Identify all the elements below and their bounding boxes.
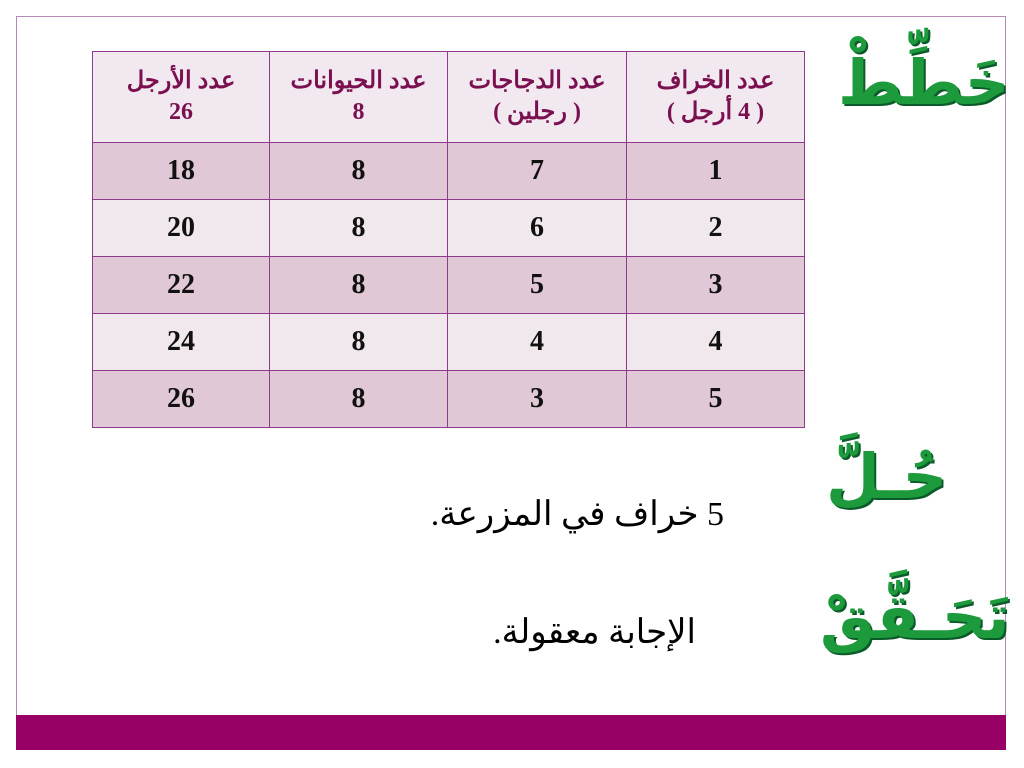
table-cell: 5	[448, 257, 627, 314]
table-cell: 22	[93, 257, 270, 314]
table-cell: 1	[627, 143, 805, 200]
verification-text: الإجابة معقولة.	[493, 614, 696, 651]
solution-text: 5 خراف في المزرعة.	[430, 496, 724, 533]
table-cell: 2	[627, 200, 805, 257]
table-cell: 20	[93, 200, 270, 257]
table-cell: 8	[270, 257, 448, 314]
header-sublabel: ( رجلين )	[493, 99, 581, 125]
table-cell: 7	[448, 143, 627, 200]
header-sublabel: 8	[352, 99, 365, 125]
table-cell: 26	[93, 371, 270, 428]
header-sublabel: 26	[169, 99, 193, 125]
table-row	[93, 257, 805, 314]
table-header-row	[93, 52, 805, 143]
table-cell: 8	[270, 143, 448, 200]
header-label: عدد الأرجل	[126, 67, 236, 94]
table-cell: 4	[448, 314, 627, 371]
solve-logo: حُـلَّ	[826, 440, 948, 513]
table-cell: 5	[627, 371, 805, 428]
header-label: عدد الخراف	[656, 67, 775, 94]
table-row	[93, 200, 805, 257]
plan-logo: خَطِّطْ	[838, 46, 1010, 119]
header-animals	[270, 52, 448, 143]
bottom-accent-bar	[16, 715, 1006, 750]
table-cell: 24	[93, 314, 270, 371]
check-logo: تَحَـقَّقْ	[820, 580, 1010, 653]
table-row	[93, 314, 805, 371]
table-row	[93, 371, 805, 428]
header-label: عدد الدجاجات	[468, 67, 606, 94]
header-legs	[93, 52, 270, 143]
data-table	[92, 51, 805, 428]
table-row	[93, 143, 805, 200]
table-cell: 3	[627, 257, 805, 314]
table-cell: 6	[448, 200, 627, 257]
table-cell: 8	[270, 371, 448, 428]
header-sheep	[627, 52, 805, 143]
table-cell: 3	[448, 371, 627, 428]
header-sublabel: ( 4 أرجل )	[666, 99, 765, 125]
header-label: عدد الحيوانات	[290, 67, 427, 94]
table-cell: 8	[270, 200, 448, 257]
table-cell: 8	[270, 314, 448, 371]
table-cell: 18	[93, 143, 270, 200]
header-chickens	[448, 52, 627, 143]
table-cell: 4	[627, 314, 805, 371]
